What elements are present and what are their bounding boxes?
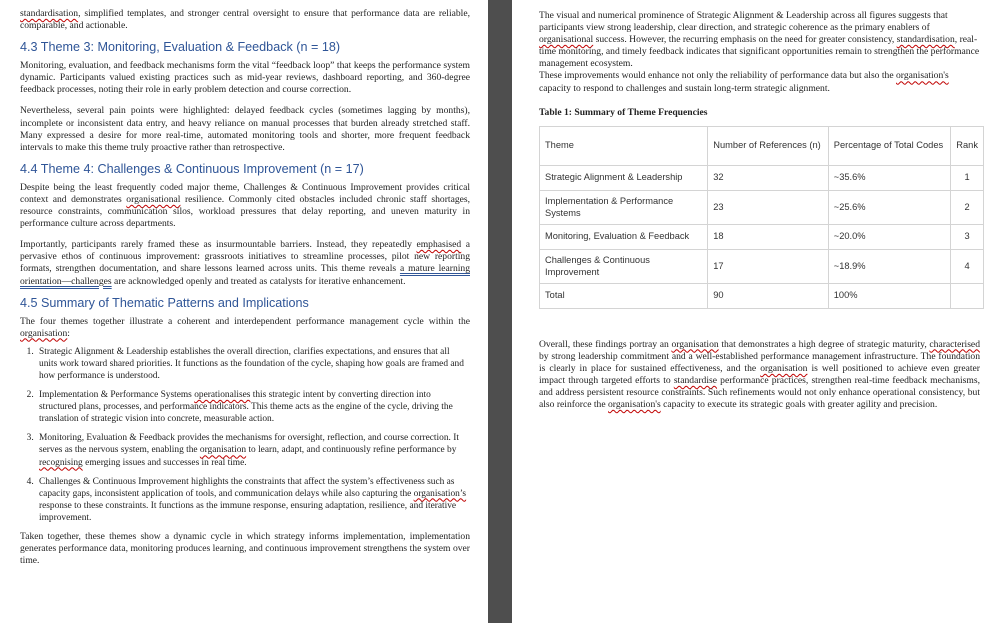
table-caption: Table 1: Summary of Theme Frequencies (539, 106, 708, 118)
theme-list (20, 346, 470, 524)
spelling-flag[interactable]: organisational (126, 193, 181, 205)
list-item: 2. Implementation & Performance Systems operationalises this strategic intent by converting direction into structured plans, processes, and performance indicators. This theme acts as the engine of the cycle, driving the translation of strategic vision into concrete, measurable action. (36, 389, 470, 425)
spelling-flag[interactable]: organisation's (608, 399, 661, 411)
cell-theme: Monitoring, Evaluation & Feedback (540, 224, 708, 249)
spelling-flag[interactable]: recognising (39, 457, 83, 468)
cell-percentage: ~25.6% (828, 190, 951, 224)
cell-rank (951, 283, 984, 308)
paragraph-theme-3b: Nevertheless, several pain points were highlighted: delayed feedback cycles (sometimes lagging by months), incomplete or inconsistent data entry, and heavy reliance on manual processes that burden already stretched staff. Many expressed a desire for more real-time, automated monitoring tools and shorter, more frequent feedback intervals to make this theme truly proactive rather than retrospective. (20, 105, 470, 153)
table-header-row (540, 126, 984, 165)
spelling-flag[interactable]: organisation (760, 362, 808, 374)
cell-rank: 4 (951, 249, 984, 283)
spelling-flag[interactable]: organisation (199, 445, 247, 456)
cell-percentage: ~20.0% (828, 224, 951, 249)
grammar-flag[interactable]: a mature learning orientation—challenges (20, 263, 470, 287)
table-row (540, 249, 984, 283)
heading-theme-3: 4.3 Theme 3: Monitoring, Evaluation & Feedback (n = 18) (20, 40, 341, 55)
spelling-flag[interactable]: characterised (929, 338, 980, 350)
cell-references: 18 (708, 224, 829, 249)
paragraph-theme-4a: Despite being the least frequently coded major theme, Challenges & Continuous Improvement provides critical context and demonstrates organisational resilience. Commonly cited obstacles included chronic staff shortages, resource constraints, communication silos, workload pressures that delay reporting, and uneven maturity in performance culture across departments. (20, 181, 471, 230)
cell-percentage: ~18.9% (828, 249, 951, 283)
spelling-flag[interactable]: organisation (671, 338, 719, 350)
heading-theme-4: 4.4 Theme 4: Challenges & Continuous Improvement (n = 17) (20, 161, 364, 176)
cell-references: 32 (708, 165, 829, 190)
list-item: 1. Strategic Alignment & Leadership establishes the overall direction, clarifies expectations, and ensures that all units work toward shared priorities. It functions as the foundation of the cycle, shaping how goals are framed and how performance is understood. (36, 346, 470, 382)
cell-rank: 1 (951, 165, 984, 190)
spelling-flag[interactable]: standardise (673, 374, 717, 386)
table-row-total (540, 283, 984, 308)
paragraph-theme-4b: Importantly, participants rarely framed these as insurmountable barriers. Instead, they repeatedly emphasised a pervasive ethos of continuous improvement: grassroots initiatives to streamline processes, pilot new reporting formats, strengthen documentation, and share lessons learned across units. This theme reveals a mature learning orientation—challenges are acknowledged openly and treated as catalysts for iterative enhancement. (20, 239, 470, 287)
column-header-percentage: Percentage of Total Codes (828, 126, 951, 165)
paragraph-improvements: These improvements would enhance not only the reliability of performance data but also the organisation's capacity to respond to challenges and sustain long-term strategic alignment. (539, 70, 949, 94)
column-header-rank: Rank (951, 126, 984, 165)
cell-references: 23 (708, 190, 829, 224)
spelling-flag[interactable]: standardisation (20, 8, 79, 19)
table-row (540, 165, 984, 190)
page-gutter (488, 0, 512, 623)
spelling-flag[interactable]: organisation’s (413, 488, 467, 499)
cell-percentage: ~35.6% (828, 165, 951, 190)
cell-references: 17 (708, 249, 829, 283)
table-row (540, 224, 984, 249)
spelling-flag[interactable]: organisation's (896, 70, 949, 82)
paragraph-conclusion: Taken together, these themes show a dynamic cycle in which strategy informs implementation, implementation generates performance data, monitoring produces learning, and continuous improvement strengthens the system over time. (20, 531, 470, 567)
cell-rank: 3 (951, 224, 984, 249)
right-page (512, 0, 1000, 623)
list-item: 3. Monitoring, Evaluation & Feedback provides the mechanisms for oversight, reflection, and course correction. It serves as the nervous system, enabling the organisation to learn, adapt, and continuously refine performance by recognising emerging issues and successes in real time. (36, 432, 470, 468)
cell-theme: Strategic Alignment & Leadership (540, 165, 708, 190)
list-item: 4. Challenges & Continuous Improvement highlights the constraints that affect the system’s effectiveness such as capacity gaps, inconsistent application of tools, and communication delays while also capturing the organisation’s response to these constraints. It functions as the immune response, ensuring adaptation, resilience, and iterative improvement. (36, 476, 470, 524)
cell-percentage: 100% (828, 283, 951, 308)
left-page (0, 0, 488, 623)
cell-theme: Total (540, 283, 708, 308)
paragraph-prominence: The visual and numerical prominence of Strategic Alignment & Leadership across all figures suggests that participants view strong leadership, clear direction, and strategic coherence as the primary enablers of organisational success. However, the recurring emphasis on the need for greater consistency, standardisation, real-time monitoring, and timely feedback indicates that significant opportunities remain to strengthen the performance management ecosystem. (539, 10, 980, 70)
table-row (540, 190, 984, 224)
cell-theme: Implementation & Performance Systems (540, 190, 708, 224)
spelling-flag[interactable]: emphasised (416, 239, 462, 251)
theme-frequency-table (539, 126, 984, 309)
spelling-flag[interactable]: organisational (539, 34, 594, 46)
spelling-flag[interactable]: standardisation (896, 34, 955, 46)
column-header-references: Number of References (n) (708, 126, 829, 165)
spelling-flag[interactable]: operationalises (194, 390, 251, 401)
cell-rank: 2 (951, 190, 984, 224)
paragraph-summary: The four themes together illustrate a coherent and interdependent performance management cycle within the organisation: (20, 315, 470, 339)
paragraph-intro: standardisation, simplified templates, and stronger central oversight to ensure that performance data are reliable, comparable, and actionable. (20, 8, 470, 32)
column-header-theme: Theme (540, 126, 708, 165)
paragraph-overall: Overall, these findings portray an organisation that demonstrates a high degree of strategic maturity, characterised by strong leadership commitment and a well-established performance management infrastructure. The foundation is clearly in place for sustained effectiveness, and the organisation is well positioned to achieve even greater impact through targeted efforts to standardise performance practices, strengthen real-time feedback mechanisms, and address persistent resource constraints. Such refinements would not only enhance operational consistency, but also reinforce the organisation's capacity to execute its strategic goals with greater agility and precision. (539, 338, 981, 411)
paragraph-theme-3a: Monitoring, evaluation, and feedback mechanisms form the vital “feedback loop” that keeps the performance system dynamic. Participants valued existing practices such as mid-year reviews, dashboard reporting, and 360-degree feedback processes, noting their role in early problem detection and course correction. (20, 60, 470, 96)
cell-references: 90 (708, 283, 829, 308)
heading-summary: 4.5 Summary of Thematic Patterns and Implications (20, 295, 309, 310)
spelling-flag[interactable]: organisation (20, 327, 68, 339)
cell-theme: Challenges & Continuous Improvement (540, 249, 708, 283)
